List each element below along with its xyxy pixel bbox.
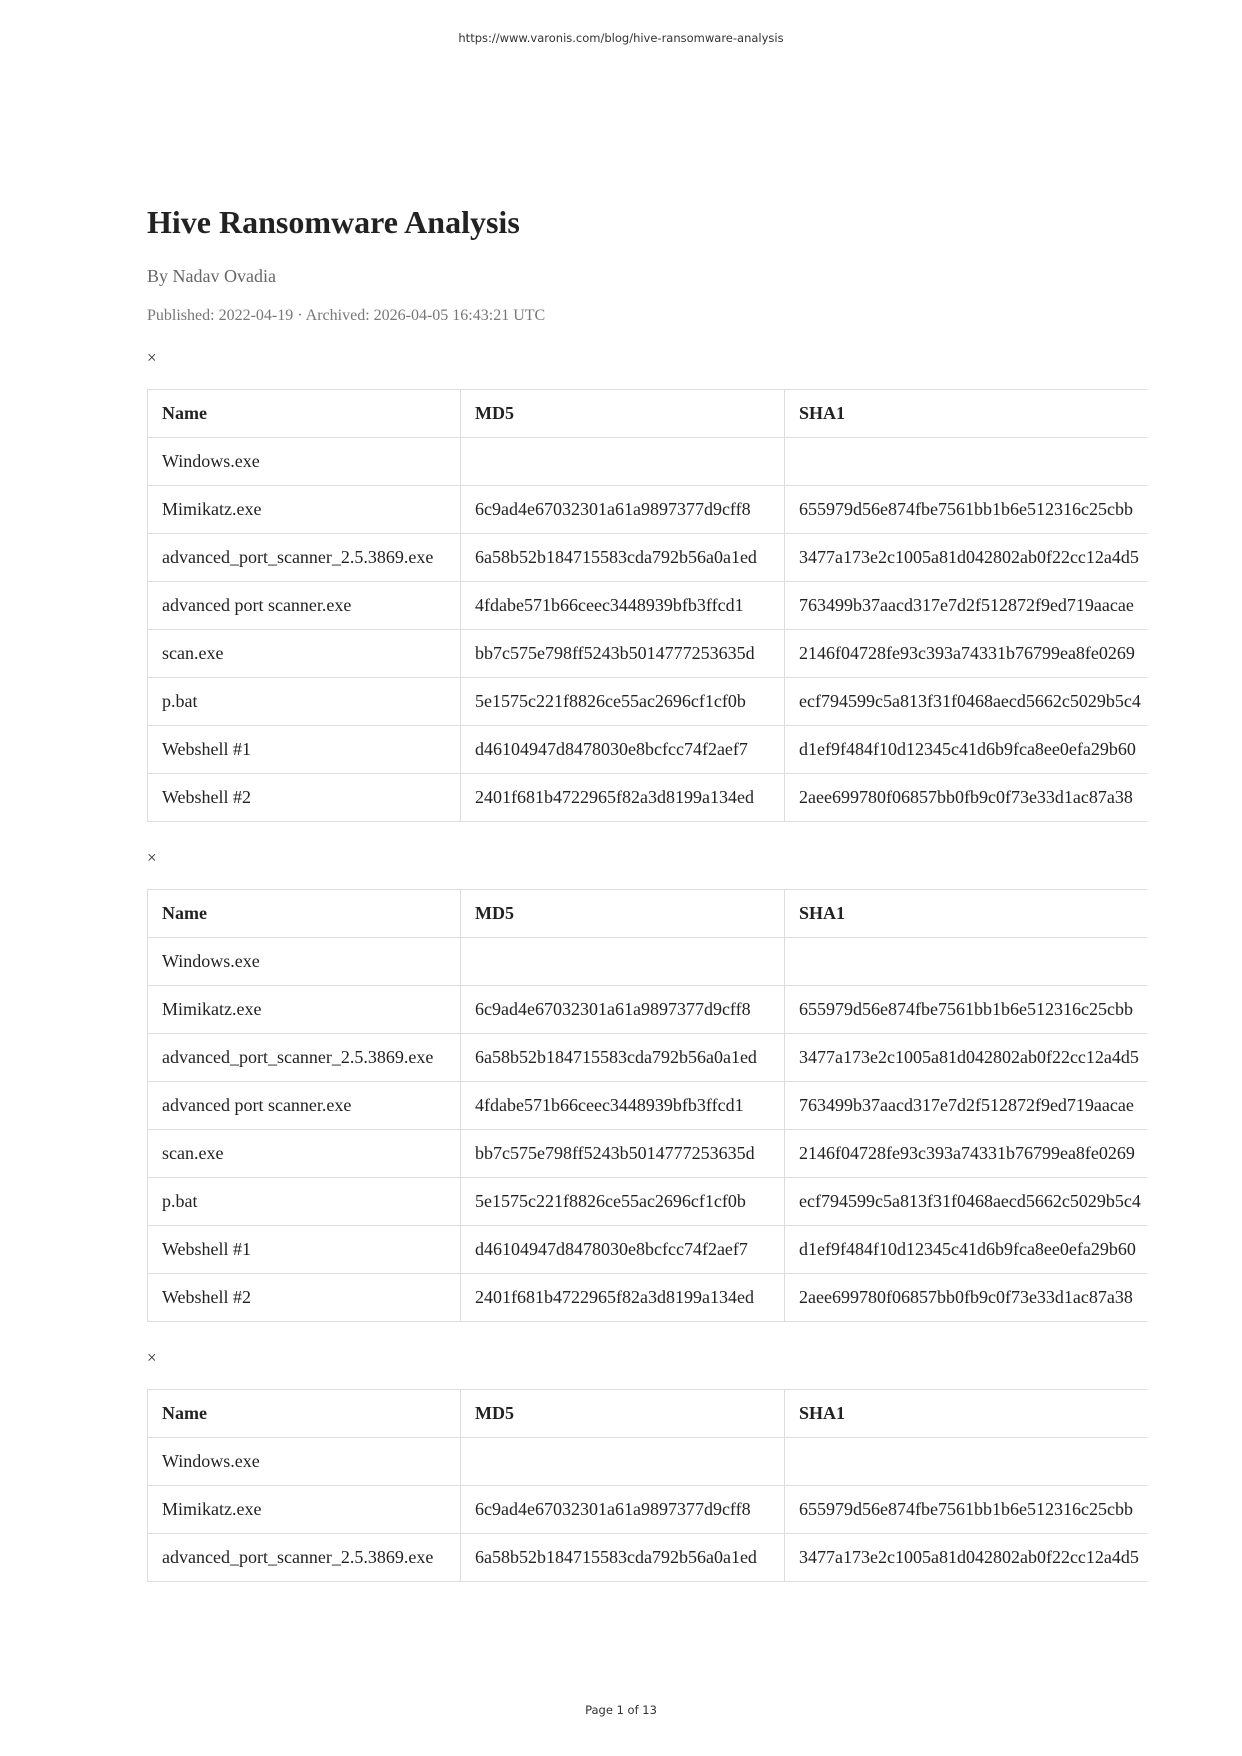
- table-cell: Mimikatz.exe: [148, 486, 461, 534]
- table-cell: [785, 1438, 1148, 1486]
- table-cell: Webshell #1: [148, 1226, 461, 1274]
- column-header: Name: [148, 390, 461, 438]
- table-row: [148, 1034, 1148, 1082]
- table-cell: advanced_port_scanner_2.5.3869.exe: [148, 534, 461, 582]
- table-cell: [461, 438, 785, 486]
- table-cell: [785, 938, 1148, 986]
- table-cell: d46104947d8478030e8bcfcc74f2aef7: [461, 726, 785, 774]
- table-cell: 6a58b52b184715583cda792b56a0a1ed: [461, 1034, 785, 1082]
- table-cell: 763499b37aacd317e7d2f512872f9ed719aacae: [785, 582, 1148, 630]
- table-row: [148, 1130, 1148, 1178]
- table-header-row: [148, 1390, 1148, 1438]
- column-header: SHA1: [785, 1390, 1148, 1438]
- column-header: Name: [148, 890, 461, 938]
- table-row: [148, 534, 1148, 582]
- table-row: [148, 938, 1148, 986]
- table-cell: bb7c575e798ff5243b5014777253635d: [461, 1130, 785, 1178]
- table-cell: Windows.exe: [148, 938, 461, 986]
- page-title: Hive Ransomware Analysis: [147, 204, 520, 240]
- table-cell: 763499b37aacd317e7d2f512872f9ed719aacae: [785, 1082, 1148, 1130]
- close-icon[interactable]: ×: [147, 1348, 157, 1367]
- page-url: https://www.varonis.com/blog/hive-ransomware-analysis: [458, 31, 784, 45]
- table-cell: ecf794599c5a813f31f0468aecd5662c5029b5c4: [785, 1178, 1148, 1226]
- table-cell: ecf794599c5a813f31f0468aecd5662c5029b5c4: [785, 678, 1148, 726]
- table-row: [148, 582, 1148, 630]
- table-cell: 6c9ad4e67032301a61a9897377d9cff8: [461, 986, 785, 1034]
- hash-table-wrapper: [147, 1389, 1147, 1582]
- hash-table: [147, 389, 1147, 822]
- table-cell: 6c9ad4e67032301a61a9897377d9cff8: [461, 1486, 785, 1534]
- table-cell: bb7c575e798ff5243b5014777253635d: [461, 630, 785, 678]
- table-cell: d46104947d8478030e8bcfcc74f2aef7: [461, 1226, 785, 1274]
- table-cell: Windows.exe: [148, 1438, 461, 1486]
- table-cell: 6a58b52b184715583cda792b56a0a1ed: [461, 534, 785, 582]
- table-cell: p.bat: [148, 678, 461, 726]
- table-cell: 2146f04728fe93c393a74331b76799ea8fe0269: [785, 1130, 1148, 1178]
- table-cell: 2aee699780f06857bb0fb9c0f73e33d1ac87a38: [785, 774, 1148, 822]
- table-row: [148, 1534, 1148, 1582]
- table-row: [148, 678, 1148, 726]
- table-row: [148, 986, 1148, 1034]
- table-cell: 6a58b52b184715583cda792b56a0a1ed: [461, 1534, 785, 1582]
- table-cell: Mimikatz.exe: [148, 986, 461, 1034]
- column-header: SHA1: [785, 390, 1148, 438]
- table-cell: [461, 1438, 785, 1486]
- table-cell: d1ef9f484f10d12345c41d6b9fca8ee0efa29b60: [785, 1226, 1148, 1274]
- table-cell: [785, 438, 1148, 486]
- article-meta: Published: 2022-04-19 · Archived: 2026-04-05 16:43:21 UTC: [147, 307, 546, 324]
- table-row: [148, 774, 1148, 822]
- article-byline: By Nadav Ovadia: [147, 266, 276, 286]
- table-cell: Windows.exe: [148, 438, 461, 486]
- hash-table-wrapper: [147, 889, 1147, 1322]
- table-cell: 4fdabe571b66ceec3448939bfb3ffcd1: [461, 1082, 785, 1130]
- table-cell: 4fdabe571b66ceec3448939bfb3ffcd1: [461, 582, 785, 630]
- table-cell: scan.exe: [148, 1130, 461, 1178]
- tables-container: [147, 347, 1147, 1582]
- table-cell: 3477a173e2c1005a81d042802ab0f22cc12a4d5: [785, 1534, 1148, 1582]
- table-row: [148, 1178, 1148, 1226]
- table-cell: advanced port scanner.exe: [148, 1082, 461, 1130]
- table-row: [148, 1274, 1148, 1322]
- table-row: [148, 438, 1148, 486]
- table-row: [148, 726, 1148, 774]
- table-cell: 3477a173e2c1005a81d042802ab0f22cc12a4d5: [785, 534, 1148, 582]
- table-row: [148, 1226, 1148, 1274]
- table-cell: Mimikatz.exe: [148, 1486, 461, 1534]
- column-header: SHA1: [785, 890, 1148, 938]
- table-cell: advanced_port_scanner_2.5.3869.exe: [148, 1034, 461, 1082]
- table-header-row: [148, 890, 1148, 938]
- table-cell: advanced port scanner.exe: [148, 582, 461, 630]
- table-cell: Webshell #1: [148, 726, 461, 774]
- close-icon[interactable]: ×: [147, 348, 157, 367]
- table-cell: [461, 938, 785, 986]
- column-header: MD5: [461, 390, 785, 438]
- table-row: [148, 1486, 1148, 1534]
- table-cell: 655979d56e874fbe7561bb1b6e512316c25cbb: [785, 1486, 1148, 1534]
- table-cell: 655979d56e874fbe7561bb1b6e512316c25cbb: [785, 986, 1148, 1034]
- table-row: [148, 1082, 1148, 1130]
- table-cell: Webshell #2: [148, 774, 461, 822]
- table-cell: Webshell #2: [148, 1274, 461, 1322]
- table-cell: 2401f681b4722965f82a3d8199a134ed: [461, 774, 785, 822]
- column-header: Name: [148, 1390, 461, 1438]
- table-header-row: [148, 390, 1148, 438]
- table-row: [148, 1438, 1148, 1486]
- table-cell: 2401f681b4722965f82a3d8199a134ed: [461, 1274, 785, 1322]
- table-cell: 2aee699780f06857bb0fb9c0f73e33d1ac87a38: [785, 1274, 1148, 1322]
- table-cell: 2146f04728fe93c393a74331b76799ea8fe0269: [785, 630, 1148, 678]
- table-row: [148, 630, 1148, 678]
- table-cell: 5e1575c221f8826ce55ac2696cf1cf0b: [461, 1178, 785, 1226]
- table-cell: 6c9ad4e67032301a61a9897377d9cff8: [461, 486, 785, 534]
- table-cell: 3477a173e2c1005a81d042802ab0f22cc12a4d5: [785, 1034, 1148, 1082]
- hash-table-wrapper: [147, 389, 1147, 822]
- article: [147, 200, 1147, 1582]
- table-cell: d1ef9f484f10d12345c41d6b9fca8ee0efa29b60: [785, 726, 1148, 774]
- page-number: Page 1 of 13: [585, 1703, 657, 1717]
- table-cell: scan.exe: [148, 630, 461, 678]
- hash-table: [147, 889, 1147, 1322]
- hash-table: [147, 1389, 1147, 1582]
- column-header: MD5: [461, 1390, 785, 1438]
- column-header: MD5: [461, 890, 785, 938]
- table-cell: p.bat: [148, 1178, 461, 1226]
- table-cell: 5e1575c221f8826ce55ac2696cf1cf0b: [461, 678, 785, 726]
- table-row: [148, 486, 1148, 534]
- table-cell: advanced_port_scanner_2.5.3869.exe: [148, 1534, 461, 1582]
- table-cell: 655979d56e874fbe7561bb1b6e512316c25cbb: [785, 486, 1148, 534]
- close-icon[interactable]: ×: [147, 848, 157, 867]
